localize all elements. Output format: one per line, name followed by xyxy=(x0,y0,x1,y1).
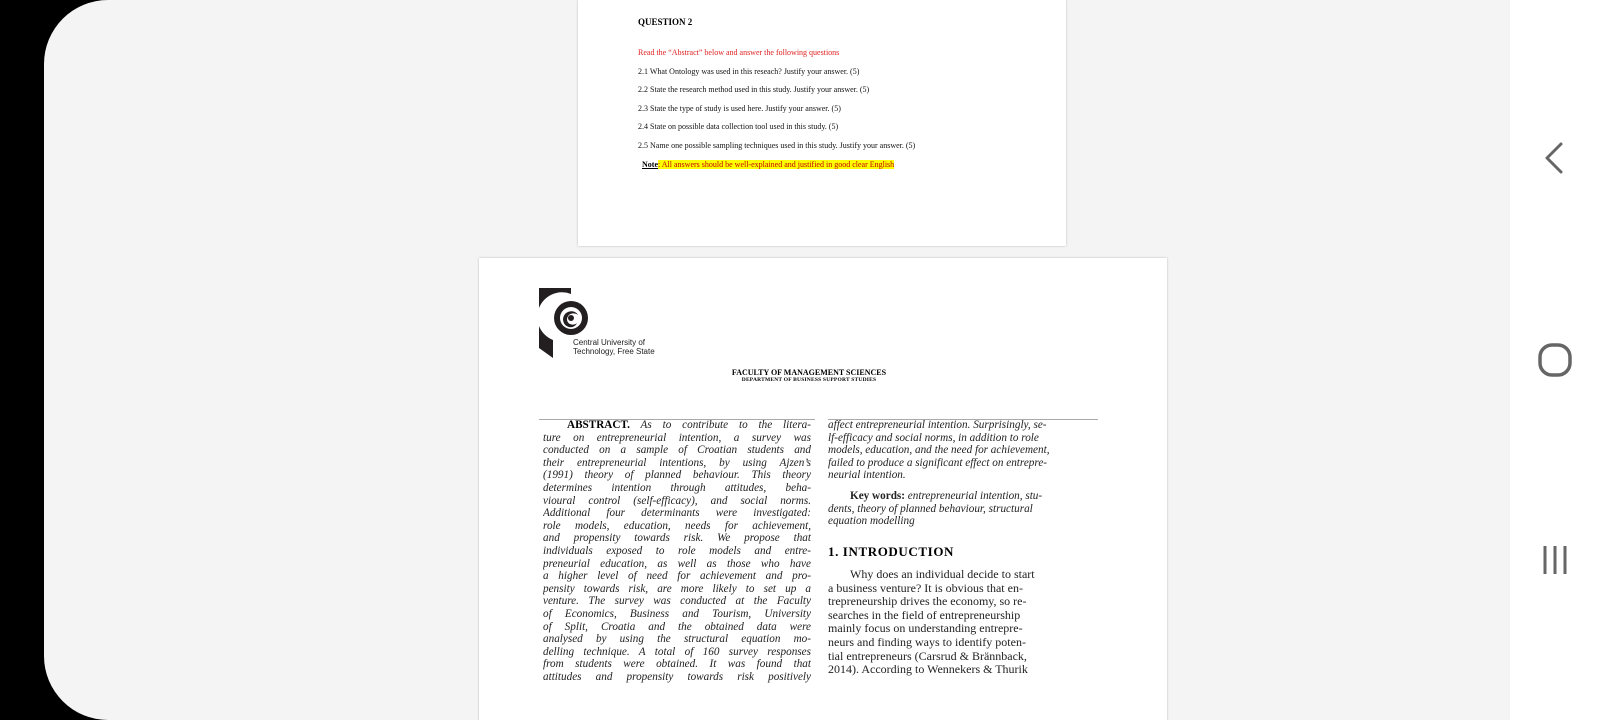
question-instruction: Read the “Abstract” below and answer the following questions xyxy=(638,48,840,57)
recents-bars-icon xyxy=(1537,542,1573,578)
home-button[interactable] xyxy=(1510,330,1600,390)
question-item: 2.5 Name one possible sampling techniques used in this study. Justify your answer. (5) xyxy=(638,141,916,150)
note-highlight: : All answers should be well-explained and justified in good clear English xyxy=(658,160,895,169)
abstract-text: ABSTRACT. As to contribute to the litera- ture on entrepreneurial intention, a survey was conducted on a sample of Croatian students and their entrepreneurial intentions, by using Ajzen’s (1991) theory of planned behaviour. This theory determines intention through attitudes, beha- vioural control (self-efficacy), and social norms. Additional four determinants were investigated: role models, education, needs for achievement, and propensity towards risk. We propose that individuals exposed to role models and entre- preneurial education, as well as those who have a higher level of need for achievement and pro- pensity towards risk, are more likely to set up a venture. The survey was conducted at the Faculty of Economics, Business and Tourism, University of Split, Croatia and the obtained data were analysed by using the structural equation mo- delling technique. A total of 160 survey responses from students were obtained. It was found that attitudes and propensity towards risk positively xyxy=(543,419,811,683)
question-item: 2.4 State on possible data collection tool used in this study. (5) xyxy=(638,122,839,131)
keywords-line: Key words: entrepreneurial intention, stu- xyxy=(850,489,1043,502)
question-title: QUESTION 2 xyxy=(638,17,693,27)
question-page xyxy=(578,0,1066,246)
note-line xyxy=(642,160,894,169)
back-button[interactable] xyxy=(1510,128,1600,188)
image-viewer-screen[interactable] xyxy=(44,0,1510,720)
department-heading: DEPARTMENT OF BUSINESS SUPPORT STUDIES xyxy=(741,377,877,383)
back-chevron-icon xyxy=(1540,141,1570,175)
navigation-bar xyxy=(1510,0,1600,720)
introduction-text: Why does an individual decide to start a business venture? It is obvious that en- trepreneurship drives the economy, so re- searches in the field of entrepreneurship mainly focus on understanding entrepre- neurs and finding ways to identify poten- tial entrepreneurs (Carsrud & Brännback, 2014). According to Wennekers & Thurik xyxy=(828,568,1035,677)
introduction-heading: 1. INTRODUCTION xyxy=(828,544,955,559)
university-name: Central University of Technology, Free State xyxy=(573,338,655,356)
question-item: 2.1 What Ontology was used in this reseach? Justify your answer. (5) xyxy=(638,67,860,76)
abstract-heading: ABSTRACT. xyxy=(567,419,630,431)
question-item: 2.2 State the research method used in this study. Justify your answer. (5) xyxy=(638,85,870,94)
question-item: 2.3 State the type of study is used here. Justify your answer. (5) xyxy=(638,104,841,113)
abstract-continuation: affect entrepreneurial intention. Surprisingly, se- lf-efficacy and social norms, in addition to role models, education, and the need for achievement, failed to produce a significant effect on entrepre- neurial intention. Key words: entrepreneurial intention, stu- dents, theory of planned behaviour, structural equation modelling xyxy=(828,419,1096,528)
faculty-heading: FACULTY OF MANAGEMENT SCIENCES xyxy=(731,368,887,377)
keywords-label: Key words: xyxy=(850,489,905,502)
recents-button[interactable] xyxy=(1510,530,1600,590)
note-label: Note xyxy=(642,160,658,169)
abstract-page xyxy=(479,258,1167,720)
home-circle-icon xyxy=(1535,340,1575,380)
